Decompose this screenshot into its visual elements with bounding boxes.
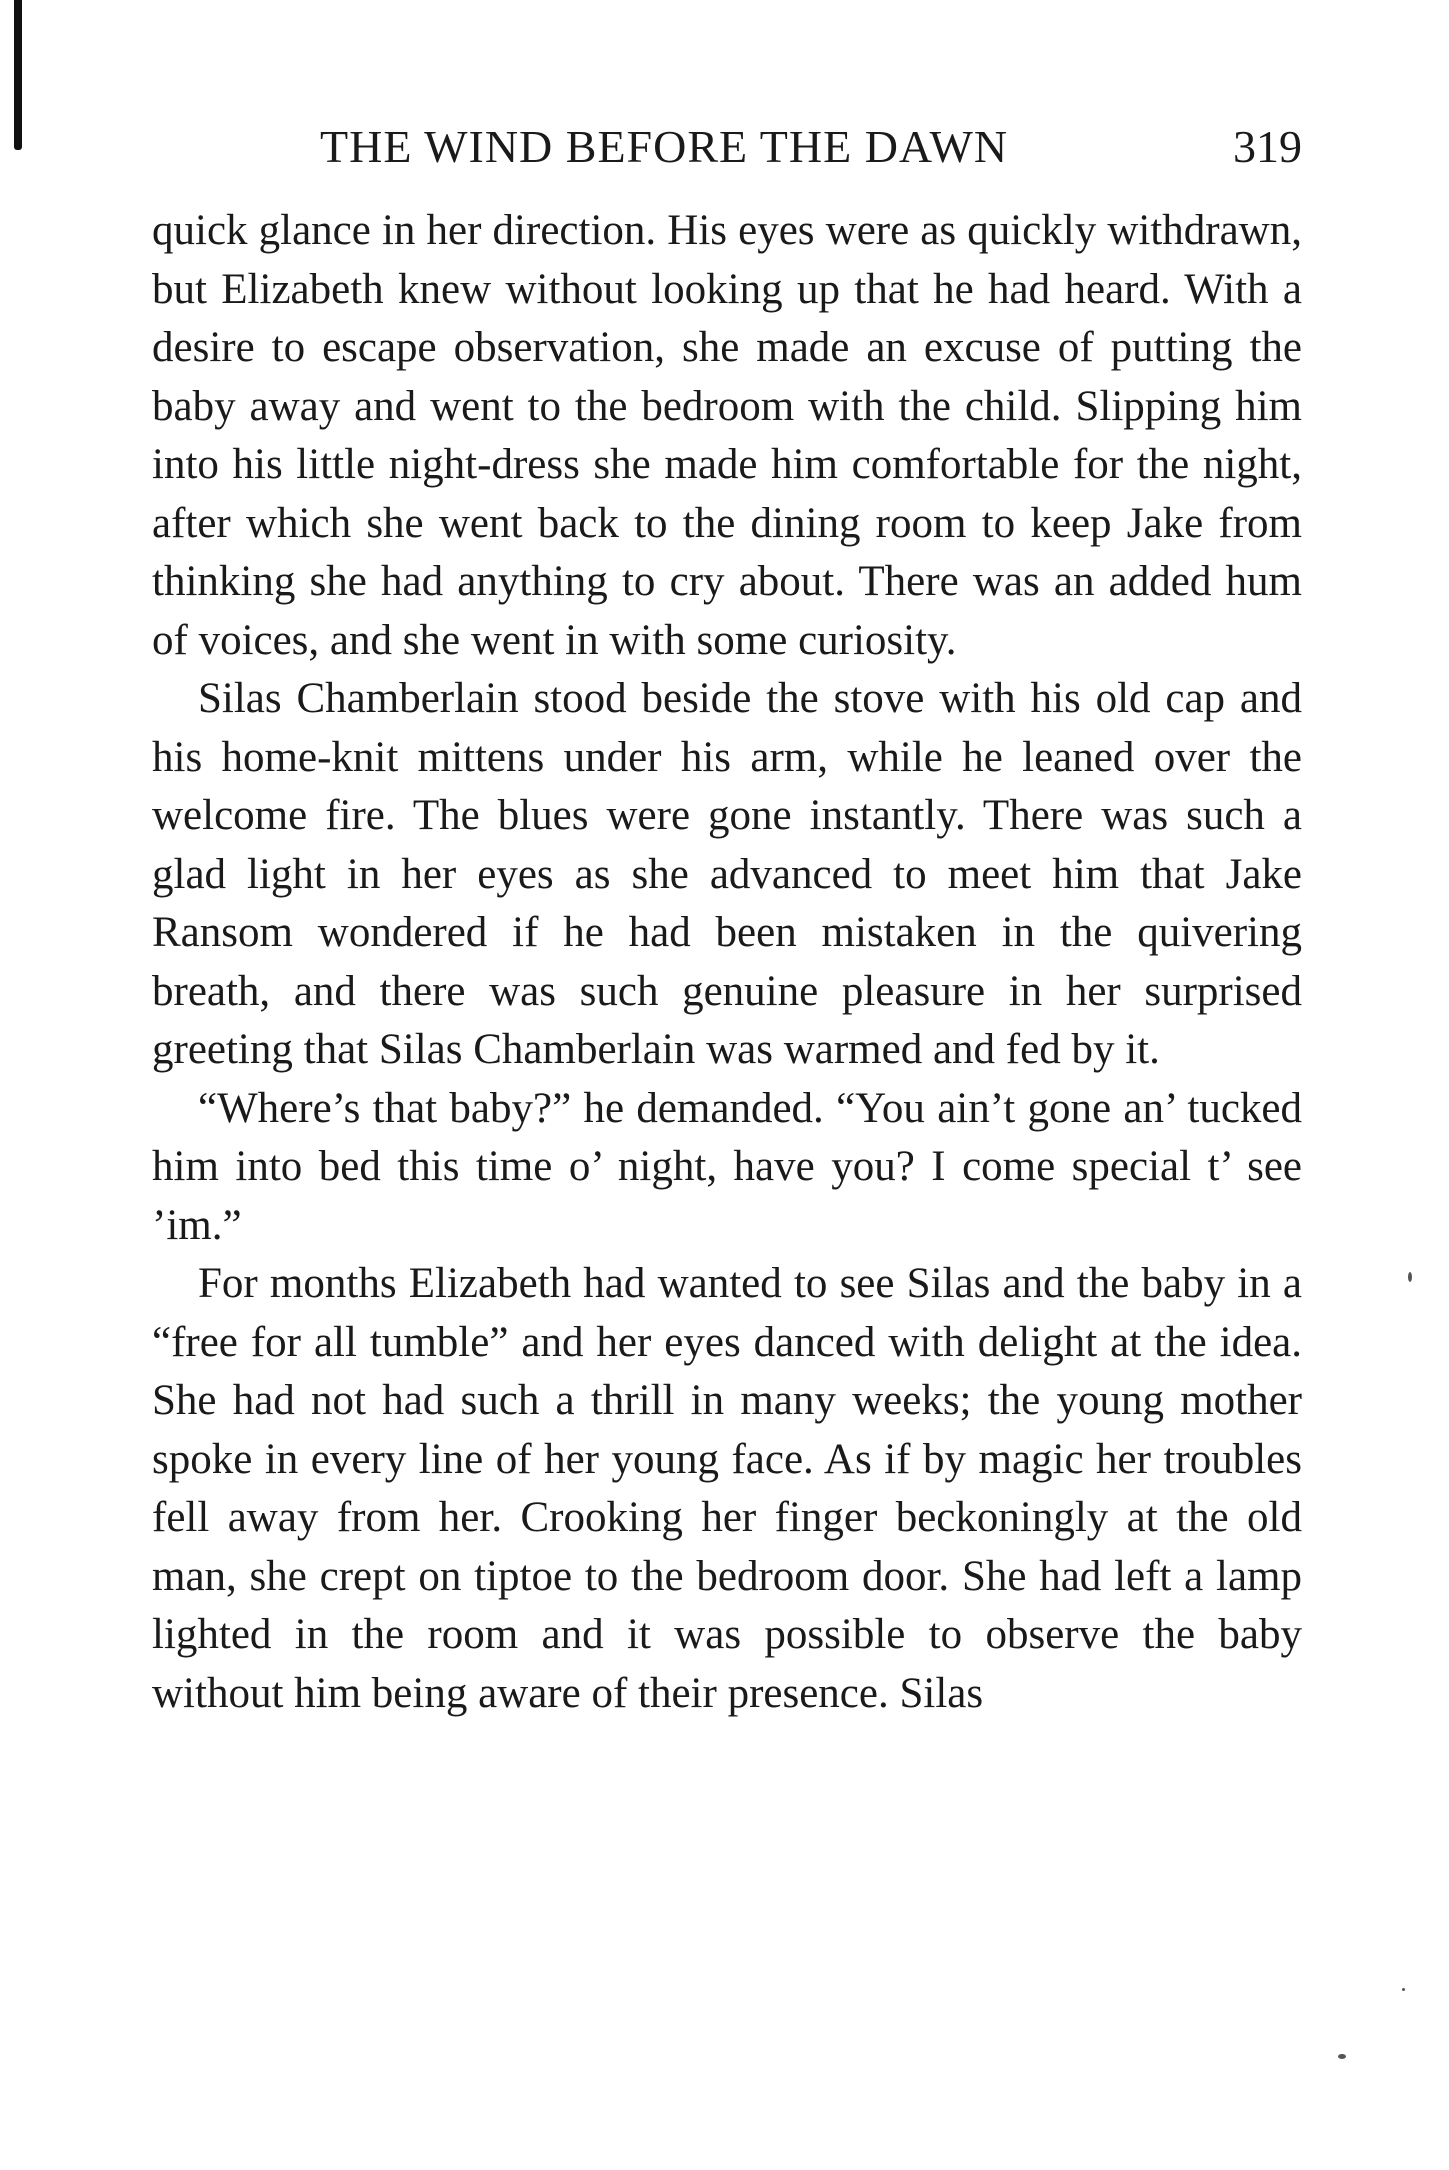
- scan-speck: [1408, 1272, 1412, 1282]
- page-header: [152, 112, 1302, 182]
- paragraph: “Where’s that baby?” he demanded. “You ain’t gone an’ tucked him into bed this time o’ night, have you? I come special t’ see ’im.”: [152, 1084, 1302, 1249]
- scan-speck: [1338, 2054, 1346, 2059]
- scan-speck: [1402, 1988, 1405, 1991]
- body-text: [152, 202, 1302, 1723]
- scan-edge-mark: [14, 0, 22, 150]
- page-number: 319: [1233, 121, 1302, 172]
- running-title: THE WIND BEFORE THE DAWN: [320, 121, 1009, 172]
- paragraph: For months Elizabeth had wanted to see Silas and the baby in a “free for all tumble” and her eyes danced with delight at the idea. She had not had such a thrill in many weeks; the young mother spoke in every line of her young face. As if by magic her troubles fell away from her. Crooking her finger beckoningly at the old man, she crept on tiptoe to the bedroom door. She had left a lamp lighted in the room and it was possible to observe the baby without him being aware of their presence. Silas: [152, 1260, 1302, 1717]
- paragraph: Silas Chamberlain stood beside the stove with his old cap and his home-knit mittens under his arm, while he leaned over the welcome fire. The blues were gone instantly. There was such a glad light in her eyes as she advanced to meet him that Jake Ransom wondered if he had been mistaken in the quivering breath, and there was such genuine pleasure in her surprised greeting that Silas Chamberlain was warmed and fed by it.: [152, 675, 1302, 1073]
- paragraph: quick glance in her direction. His eyes were as quickly withdrawn, but Elizabeth knew without looking up that he had heard. With a desire to escape observation, she made an excuse of putting the baby away and went to the bedroom with the child. Slipping him into his little night-dress she made him comfortable for the night, after which she went back to the dining room to keep Jake from thinking she had anything to cry about. There was an added hum of voices, and she went in with some curiosity.: [152, 207, 1302, 664]
